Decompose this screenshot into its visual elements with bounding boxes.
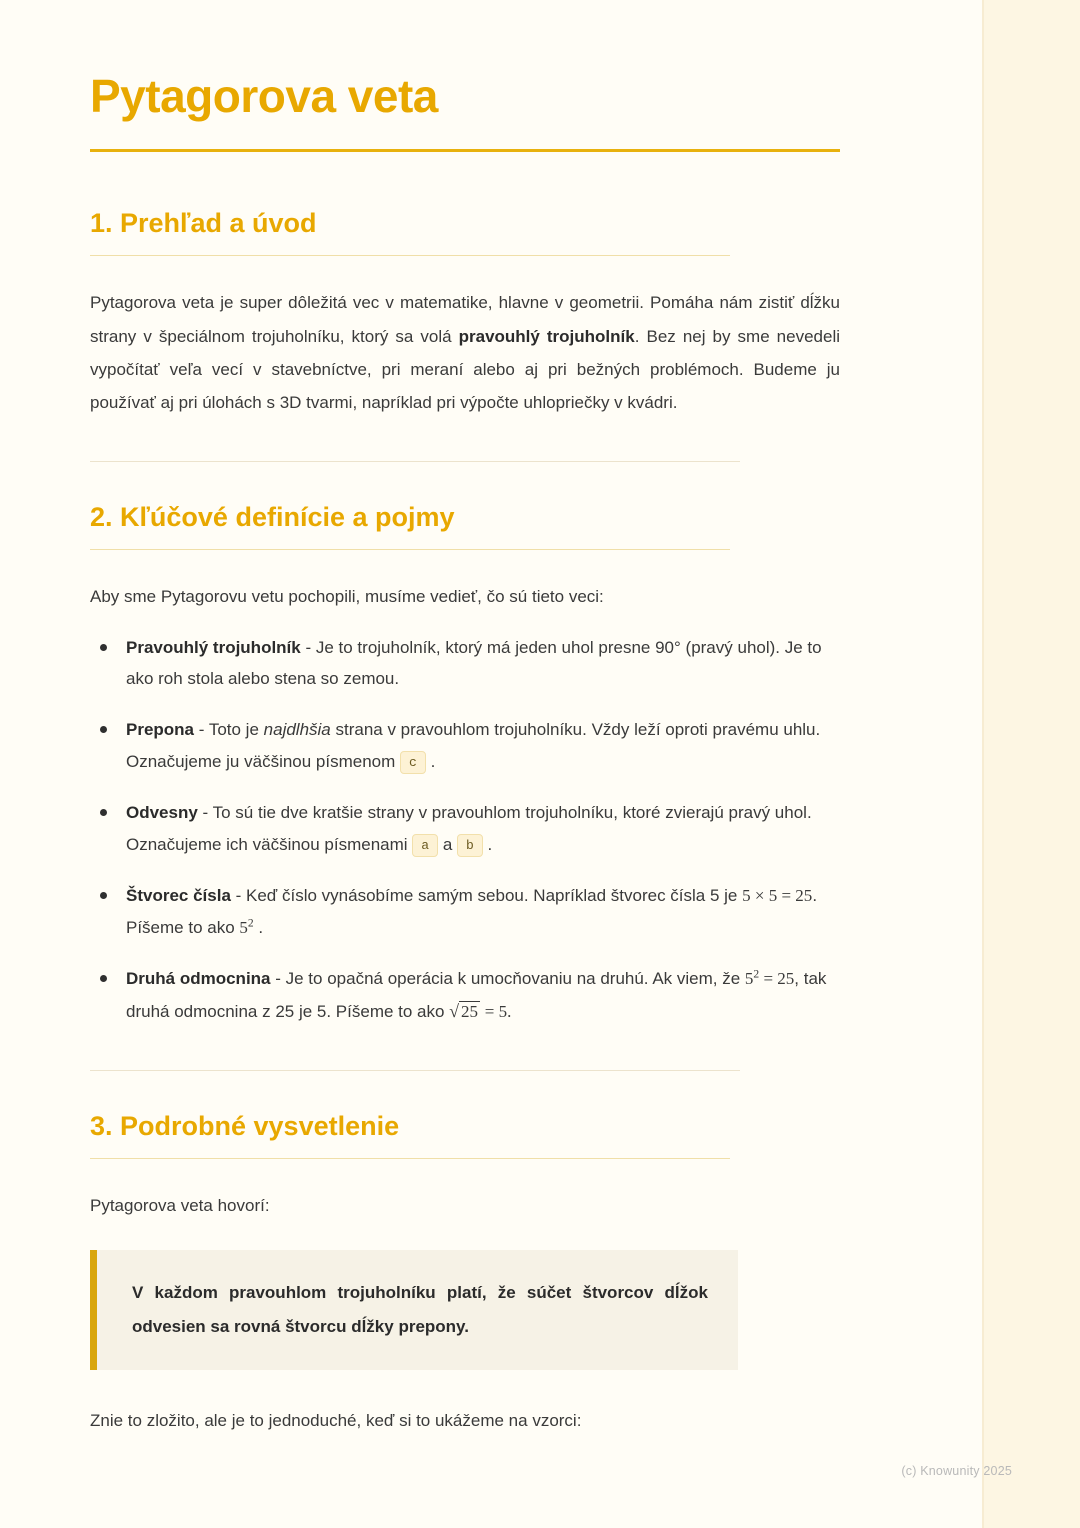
section-heading-1: 1. Prehľad a úvod <box>90 207 317 238</box>
title-divider <box>90 149 840 152</box>
section-heading-2: 2. Kľúčové definície a pojmy <box>90 501 455 532</box>
list-item <box>90 963 840 1027</box>
list-item <box>90 632 840 695</box>
list-item <box>90 880 840 943</box>
page-right-margin <box>984 0 1080 1528</box>
callout-accent-bar <box>90 1250 97 1370</box>
section-1-paragraph: Pytagorova veta je super dôležitá vec v matematike, hlavne v geometrii. Pomáha nám zistiť dĺžku strany v špeciálnom trojuholníku, ktorý sa volá pravouhlý trojuholník. Bez nej by sme nevedeli vypočítať veľa vecí v stavebníctve, pri meraní alebo aj pri bežných problémoch. Budeme ju používať aj pri úlohách s 3D tvarmi, napríklad pri výpočte uhlopriečky v kvádri. <box>90 293 841 412</box>
definition-text: - To sú tie dve kratšie strany v pravouhlom trojuholníku, ktoré zvierajú pravý uhol. Označujeme ich väčšinou písmenami a a b . <box>126 803 812 853</box>
list-item <box>90 797 840 860</box>
list-item <box>90 714 840 777</box>
definition-term: Druhá odmocnina <box>126 969 271 989</box>
definition-term: Pravouhlý trojuholník <box>126 637 301 657</box>
section-2-intro: Aby sme Pytagorovu vetu pochopili, musíme vedieť, čo sú tieto veci: <box>90 587 604 607</box>
page-title: Pytagorova veta <box>90 70 438 122</box>
definition-term: Odvesny <box>126 803 198 823</box>
section-3-outro: Znie to zložito, ale je to jednoduché, keď si to ukážeme na vzorci: <box>90 1411 582 1431</box>
theorem-statement: V každom pravouhlom trojuholníku platí, že súčet štvorcov dĺžok odvesien sa rovná štvorcu dĺžky prepony. <box>132 1283 708 1337</box>
section-3-intro: Pytagorova veta hovorí: <box>90 1196 270 1216</box>
page-margin-rule <box>982 0 984 1528</box>
definition-text: - Toto je najdlhšia strana v pravouhlom trojuholníku. Vždy leží oproti pravému uhlu. Označujeme ju väčšinou písmenom c . <box>126 720 820 770</box>
definitions-list <box>90 632 840 1028</box>
definition-text: - Je to opačná operácia k umocňovaniu na druhú. Ak viem, že $5^2 = 25$, tak druhá odmocnina z 25 je 5. Píšeme to ako √ 25 = 5. <box>126 967 827 1021</box>
watermark: (c) Knowunity 2025 <box>901 1464 1012 1478</box>
section-divider-2 <box>90 549 730 551</box>
section-heading-3: 3. Podrobné vysvetlenie <box>90 1110 400 1141</box>
definition-text: - Je to trojuholník, ktorý má jeden uhol presne 90° (pravý uhol). Je to ako roh stola alebo stena so zemou. <box>126 637 822 689</box>
document-content <box>90 70 840 1455</box>
definition-text: - Keď číslo vynásobíme samým sebou. Napríklad štvorec čísla 5 je 5 × 5 = 25. Píšeme to ako $5^2$ . <box>126 886 818 937</box>
section-divider-3 <box>90 1158 730 1160</box>
content-divider-2 <box>90 1070 740 1071</box>
theorem-callout <box>90 1250 738 1370</box>
section-divider-1 <box>90 255 730 257</box>
content-divider-1 <box>90 461 740 462</box>
definition-term: Štvorec čísla <box>126 886 231 906</box>
definition-term: Prepona <box>126 720 195 740</box>
